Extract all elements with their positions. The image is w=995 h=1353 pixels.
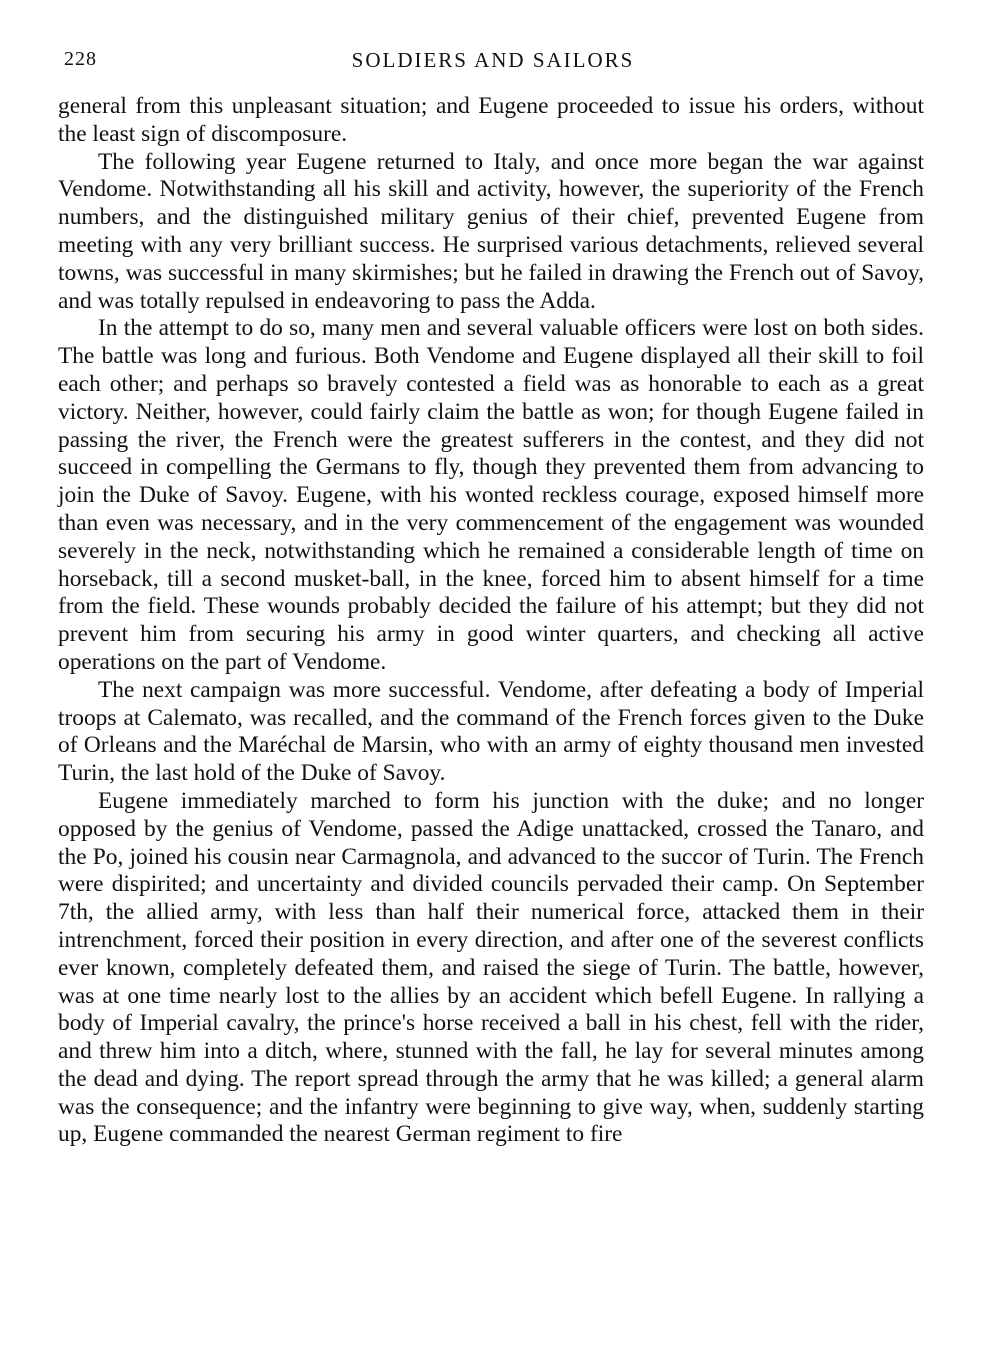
- paragraph: Eugene immediately marched to form his junction with the duke; and no longer opposed by the genius of Vendome, passed the Adige unattacked, crossed the Tanaro, and the Po, joined his cousin near Carmagnola, and advanced to the succor of Turin. The French were dispirited; and uncertainty and divided councils pervaded their camp. On September 7th, the allied army, with less than half their numerical force, attacked them in their intrenchment, forced their position in every direction, and after one of the severest conflicts ever known, completely defeated them, and raised the siege of Turin. The battle, however, was at one time nearly lost to the allies by an accident which befell Eugene. In rallying a body of Imperial cavalry, the prince's horse received a ball in his chest, fell with the rider, and threw him into a ditch, where, stunned with the fall, he lay for several minutes among the dead and dying. The report spread through the army that he was killed; a general alarm was the consequence; and the infantry were beginning to give way, when, suddenly starting up, Eugene commanded the nearest German regiment to fire: [58, 787, 924, 1148]
- paragraph: In the attempt to do so, many men and several valuable officers were lost on both sides. The battle was long and furious. Both Vendome and Eugene displayed all their skill to foil each other; and perhaps so bravely contested a field was as honorable to each as a great victory. Neither, however, could fairly claim the battle as won; for though Eugene failed in passing the river, the French were the greatest sufferers in the contest, and they did not succeed in compelling the Germans to fly, though they prevented them from advancing to join the Duke of Savoy. Eugene, with his wonted reckless courage, exposed himself more than even was necessary, and in the very commencement of the engagement was wounded severely in the neck, notwithstanding which he remained a considerable length of time on horseback, till a second musket-ball, in the knee, forced him to absent himself for a time from the field. These wounds probably decided the failure of his attempt; but they did not prevent him from securing his army in good winter quarters, and checking all active operations on the part of Vendome.: [58, 315, 924, 675]
- paragraph-continued: general from this unpleasant situation; and Eugene proceeded to issue his orders, without the least sign of discomposure.: [58, 93, 924, 147]
- running-title: SOLDIERS AND SAILORS: [351, 48, 635, 72]
- paragraph: The following year Eugene returned to Italy, and once more began the war against Vendome. Notwithstanding all his skill and activity, however, the superiority of the French numbers, and the distinguished military genius of their chief, prevented Eugene from meeting with any very brilliant success. He surprised various detachments, relieved several towns, was successful in many skirmishes; but he failed in drawing the French out of Savoy, and was totally repulsed in endeavoring to pass the Adda.: [58, 148, 924, 314]
- page-number: 228: [64, 48, 97, 70]
- page-header: [58, 48, 928, 78]
- body-text: [58, 93, 924, 1149]
- paragraph: The next campaign was more successful. Vendome, after defeating a body of Imperial troops at Calemato, was recalled, and the command of the French forces given to the Duke of Orleans and the Maréchal de Marsin, who with an army of eighty thousand men invested Turin, the last hold of the Duke of Savoy.: [58, 676, 924, 787]
